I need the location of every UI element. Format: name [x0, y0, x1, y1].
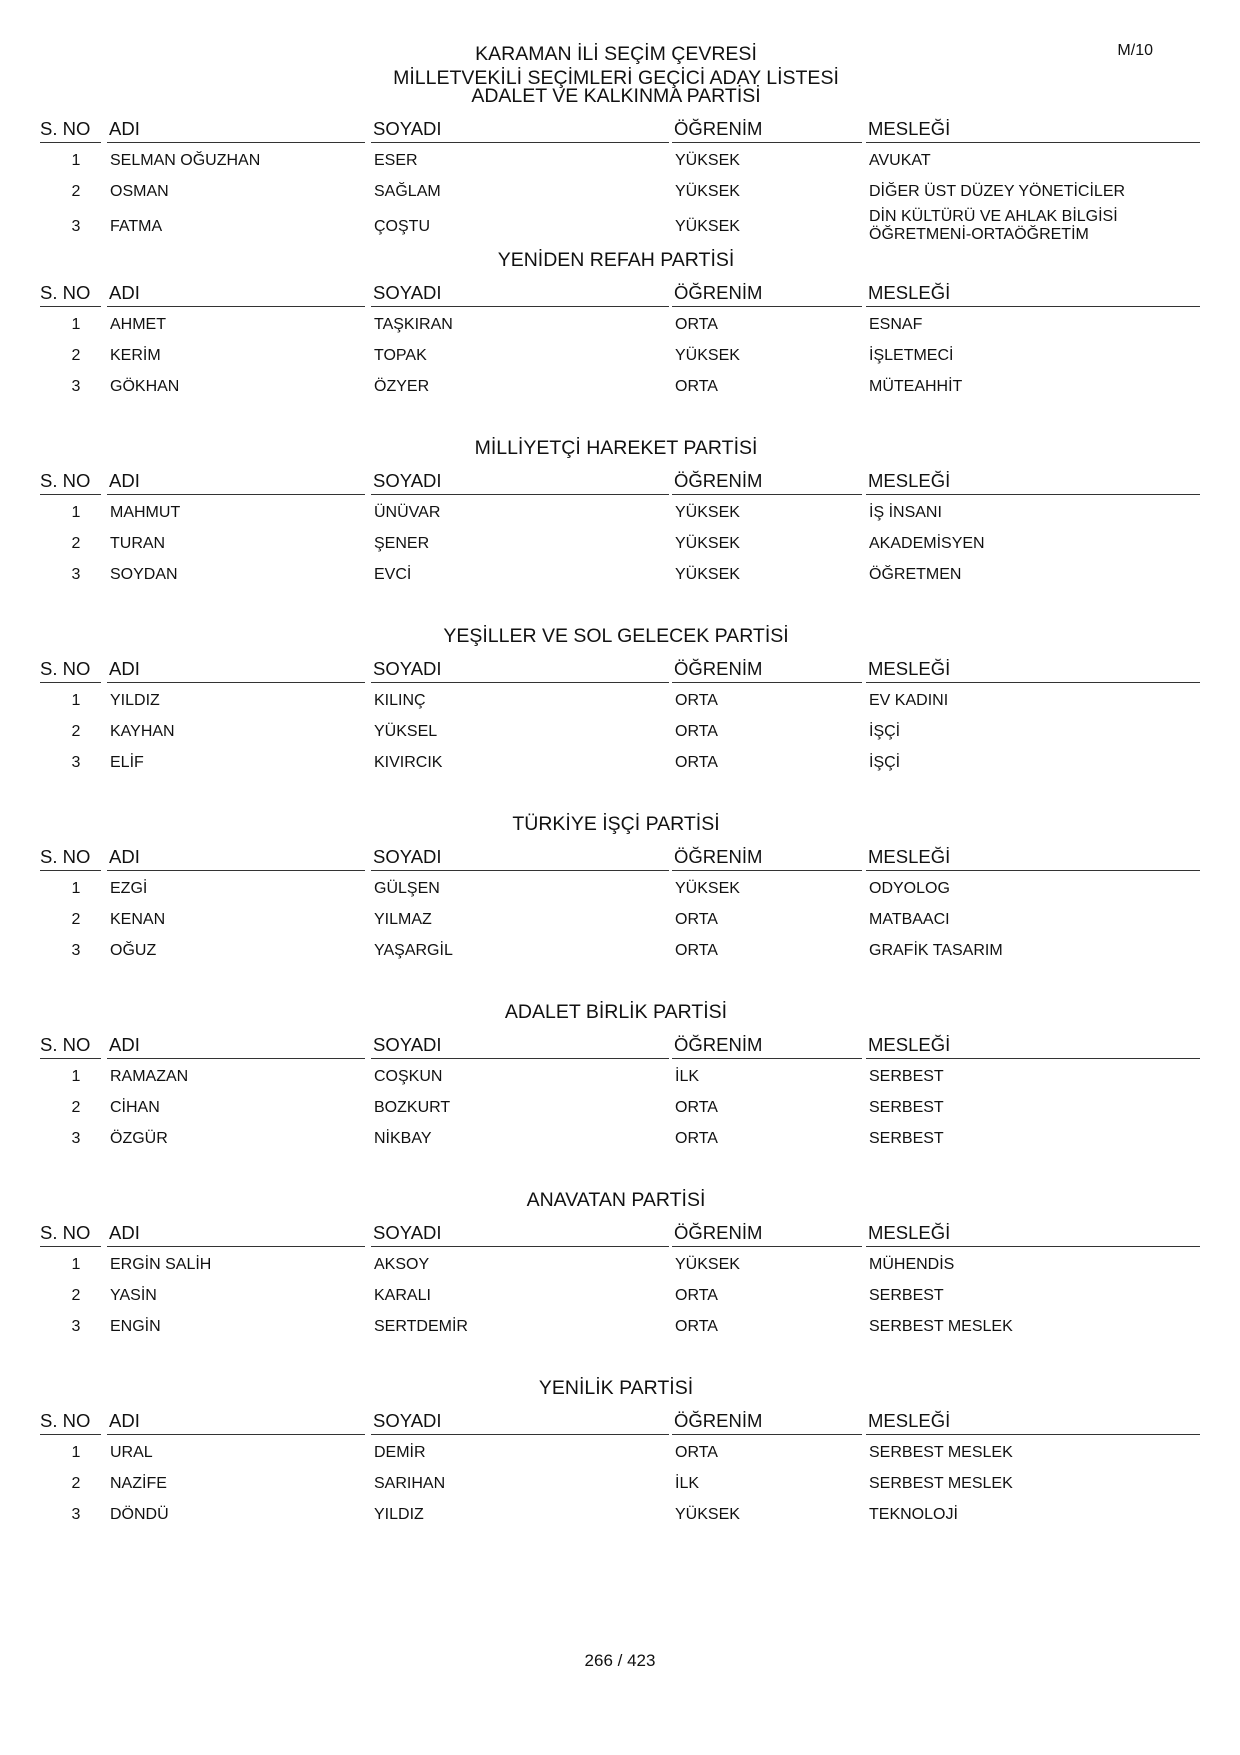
table-row [0, 748, 1240, 779]
party-section [0, 624, 1240, 812]
header-adi: ADI [107, 118, 365, 143]
cell-soyadi: YAŞARGİL [374, 942, 453, 959]
header-ogrenim: ÖĞRENİM [672, 1410, 862, 1435]
cell-sno: 2 [71, 723, 81, 740]
cell-meslegi: SERBEST MESLEK [869, 1475, 1013, 1492]
cell-sno: 1 [71, 1256, 81, 1273]
header-soyadi: SOYADI [371, 470, 669, 495]
cell-meslegi: AKADEMİSYEN [869, 535, 985, 552]
cell-adi: KERİM [110, 347, 161, 364]
cell-soyadi: SARIHAN [374, 1475, 446, 1492]
table-row [0, 341, 1240, 372]
cell-sno: 1 [71, 504, 81, 521]
header-soyadi: SOYADI [371, 1222, 669, 1247]
cell-soyadi: TAŞKIRAN [374, 316, 453, 333]
table-header [0, 1400, 1240, 1438]
cell-soyadi: YÜKSEL [374, 723, 438, 740]
header-soyadi: SOYADI [371, 1410, 669, 1435]
table-row [0, 1469, 1240, 1500]
cell-ogrenim: ORTA [675, 1444, 718, 1461]
cell-adi: OSMAN [110, 183, 169, 200]
table-row [0, 1093, 1240, 1124]
cell-meslegi: DİN KÜLTÜRÜ VE AHLAK BİLGİSİ ÖĞRETMENİ-ORTAÖĞRETİM [869, 208, 1118, 243]
table-row [0, 560, 1240, 591]
cell-adi: MAHMUT [110, 504, 181, 521]
table-row [0, 310, 1240, 341]
cell-ogrenim: YÜKSEK [675, 1256, 740, 1273]
header-sno: S. NO [40, 282, 101, 307]
table-row [0, 686, 1240, 717]
party-section [0, 1376, 1240, 1564]
table-row [0, 936, 1240, 967]
cell-ogrenim: YÜKSEK [675, 183, 740, 200]
cell-soyadi: YILDIZ [374, 1506, 424, 1523]
cell-meslegi: İŞLETMECİ [869, 347, 954, 364]
header-sno: S. NO [40, 658, 101, 683]
cell-meslegi: ODYOLOG [869, 880, 950, 897]
header-ogrenim: ÖĞRENİM [672, 1222, 862, 1247]
party-section [0, 248, 1240, 436]
cell-meslegi: ÖĞRETMEN [869, 566, 962, 583]
header-adi: ADI [107, 846, 365, 871]
header-adi: ADI [107, 1410, 365, 1435]
cell-sno: 3 [71, 1130, 81, 1147]
party-name: TÜRKİYE İŞÇİ PARTİSİ [512, 813, 720, 835]
cell-ogrenim: İLK [675, 1475, 700, 1492]
cell-soyadi: KARALI [374, 1287, 431, 1304]
header-meslegi: MESLEĞİ [866, 658, 1200, 683]
party-name: YENİLİK PARTİSİ [538, 1377, 694, 1399]
header-soyadi: SOYADI [371, 1034, 669, 1059]
cell-meslegi: ESNAF [869, 316, 923, 333]
cell-sno: 3 [71, 1506, 81, 1523]
page-number: 266 / 423 [584, 1651, 656, 1670]
header-meslegi: MESLEĞİ [866, 1410, 1200, 1435]
table-row [0, 1438, 1240, 1469]
cell-ogrenim: YÜKSEK [675, 1506, 740, 1523]
cell-adi: FATMA [110, 218, 163, 235]
cell-ogrenim: YÜKSEK [675, 218, 740, 235]
table-row [0, 1500, 1240, 1531]
cell-soyadi: SAĞLAM [374, 183, 441, 200]
table-row [0, 1062, 1240, 1093]
cell-adi: SOYDAN [110, 566, 178, 583]
cell-soyadi: TOPAK [374, 347, 427, 364]
header-sno: S. NO [40, 846, 101, 871]
header-ogrenim: ÖĞRENİM [672, 470, 862, 495]
party-section [0, 436, 1240, 624]
header-soyadi: SOYADI [371, 282, 669, 307]
cell-soyadi: ŞENER [374, 535, 430, 552]
cell-soyadi: AKSOY [374, 1256, 430, 1273]
cell-adi: ÖZGÜR [110, 1130, 168, 1147]
table-row [0, 874, 1240, 905]
table-row [0, 177, 1240, 208]
table-row [0, 208, 1240, 246]
table-header [0, 108, 1240, 146]
party-name: ANAVATAN PARTİSİ [526, 1189, 706, 1211]
cell-adi: DÖNDÜ [110, 1506, 169, 1523]
table-row [0, 498, 1240, 529]
header-meslegi: MESLEĞİ [866, 1034, 1200, 1059]
candidate-lists [0, 85, 1240, 1564]
cell-meslegi: TEKNOLOJİ [869, 1506, 958, 1523]
cell-meslegi: MÜHENDİS [869, 1256, 955, 1273]
cell-meslegi: MÜTEAHHİT [869, 378, 963, 395]
header-adi: ADI [107, 282, 365, 307]
cell-ogrenim: ORTA [675, 911, 718, 928]
header-ogrenim: ÖĞRENİM [672, 282, 862, 307]
party-section [0, 812, 1240, 1000]
cell-soyadi: KIVIRCIK [374, 754, 443, 771]
cell-sno: 1 [71, 152, 81, 169]
cell-meslegi: GRAFİK TASARIM [869, 942, 1003, 959]
party-section [0, 1000, 1240, 1188]
cell-soyadi: KILINÇ [374, 692, 426, 709]
cell-sno: 1 [71, 1444, 81, 1461]
party-name: ADALET BİRLİK PARTİSİ [504, 1001, 728, 1023]
document-code: M/10 [1117, 42, 1153, 59]
table-row [0, 1124, 1240, 1155]
cell-ogrenim: ORTA [675, 1318, 718, 1335]
cell-sno: 2 [71, 535, 81, 552]
cell-adi: ERGİN SALİH [110, 1256, 212, 1273]
title-constituency: KARAMAN İLİ SEÇİM ÇEVRESİ [475, 43, 757, 65]
cell-ogrenim: ORTA [675, 754, 718, 771]
cell-sno: 2 [71, 1475, 81, 1492]
party-section [0, 1188, 1240, 1376]
cell-soyadi: NİKBAY [374, 1130, 432, 1147]
cell-adi: OĞUZ [110, 942, 157, 959]
document-title [0, 42, 1240, 90]
cell-sno: 1 [71, 1068, 81, 1085]
table-row [0, 1250, 1240, 1281]
header-adi: ADI [107, 658, 365, 683]
header-sno: S. NO [40, 1410, 101, 1435]
cell-sno: 2 [71, 911, 81, 928]
cell-ogrenim: ORTA [675, 942, 718, 959]
cell-adi: RAMAZAN [110, 1068, 189, 1085]
cell-sno: 2 [71, 1287, 81, 1304]
table-row [0, 529, 1240, 560]
table-header [0, 836, 1240, 874]
cell-sno: 1 [71, 316, 81, 333]
cell-ogrenim: YÜKSEK [675, 347, 740, 364]
table-header [0, 272, 1240, 310]
cell-meslegi: DİĞER ÜST DÜZEY YÖNETİCİLER [869, 183, 1126, 200]
table-row [0, 1281, 1240, 1312]
cell-adi: NAZİFE [110, 1475, 167, 1492]
header-sno: S. NO [40, 470, 101, 495]
cell-sno: 3 [71, 942, 81, 959]
cell-soyadi: ÇOŞTU [374, 218, 430, 235]
cell-sno: 2 [71, 183, 81, 200]
table-row [0, 146, 1240, 177]
header-soyadi: SOYADI [371, 658, 669, 683]
cell-ogrenim: YÜKSEK [675, 152, 740, 169]
party-name: MİLLİYETÇİ HAREKET PARTİSİ [474, 437, 758, 459]
cell-adi: CİHAN [110, 1099, 160, 1116]
cell-adi: ELİF [110, 754, 144, 771]
title-list-name: MİLLETVEKİLİ SEÇİMLERİ GEÇİCİ ADAY LİSTESİ [393, 67, 839, 89]
table-row [0, 905, 1240, 936]
header-sno: S. NO [40, 118, 101, 143]
header-adi: ADI [107, 1034, 365, 1059]
cell-meslegi: EV KADINI [869, 692, 949, 709]
cell-meslegi: SERBEST MESLEK [869, 1444, 1013, 1461]
cell-ogrenim: ORTA [675, 1287, 718, 1304]
party-name: YENİDEN REFAH PARTİSİ [497, 249, 735, 271]
table-row [0, 1312, 1240, 1343]
cell-adi: KAYHAN [110, 723, 175, 740]
table-row [0, 717, 1240, 748]
cell-soyadi: ÖZYER [374, 378, 430, 395]
cell-ogrenim: ORTA [675, 1099, 718, 1116]
cell-soyadi: SERTDEMİR [374, 1318, 468, 1335]
header-soyadi: SOYADI [371, 118, 669, 143]
cell-soyadi: ÜNÜVAR [374, 504, 441, 521]
cell-meslegi: SERBEST MESLEK [869, 1318, 1013, 1335]
cell-sno: 1 [71, 880, 81, 897]
cell-adi: EZGİ [110, 880, 148, 897]
cell-ogrenim: YÜKSEK [675, 504, 740, 521]
table-header [0, 648, 1240, 686]
cell-ogrenim: ORTA [675, 723, 718, 740]
cell-ogrenim: ORTA [675, 692, 718, 709]
cell-adi: URAL [110, 1444, 153, 1461]
cell-ogrenim: ORTA [675, 1130, 718, 1147]
cell-meslegi: SERBEST [869, 1130, 944, 1147]
cell-sno: 3 [71, 754, 81, 771]
cell-adi: KENAN [110, 911, 166, 928]
table-header [0, 1024, 1240, 1062]
header-adi: ADI [107, 470, 365, 495]
cell-sno: 2 [71, 1099, 81, 1116]
cell-adi: ENGİN [110, 1318, 161, 1335]
cell-sno: 3 [71, 218, 81, 235]
cell-adi: TURAN [110, 535, 166, 552]
cell-adi: SELMAN OĞUZHAN [110, 152, 261, 169]
header-meslegi: MESLEĞİ [866, 118, 1200, 143]
cell-meslegi: İŞÇİ [869, 723, 901, 740]
cell-ogrenim: YÜKSEK [675, 535, 740, 552]
header-ogrenim: ÖĞRENİM [672, 118, 862, 143]
cell-sno: 3 [71, 566, 81, 583]
cell-sno: 3 [71, 378, 81, 395]
cell-meslegi: İŞ İNSANI [869, 504, 942, 521]
header-meslegi: MESLEĞİ [866, 470, 1200, 495]
cell-meslegi: AVUKAT [869, 152, 931, 169]
cell-ogrenim: YÜKSEK [675, 566, 740, 583]
cell-soyadi: ESER [374, 152, 418, 169]
cell-ogrenim: ORTA [675, 316, 718, 333]
cell-ogrenim: ORTA [675, 378, 718, 395]
cell-meslegi: İŞÇİ [869, 754, 901, 771]
cell-ogrenim: İLK [675, 1068, 700, 1085]
cell-meslegi: MATBAACI [869, 911, 950, 928]
cell-meslegi: SERBEST [869, 1287, 944, 1304]
cell-soyadi: YILMAZ [374, 911, 432, 928]
table-header [0, 1212, 1240, 1250]
header-ogrenim: ÖĞRENİM [672, 1034, 862, 1059]
cell-adi: YILDIZ [110, 692, 160, 709]
party-section [0, 84, 1240, 248]
header-ogrenim: ÖĞRENİM [672, 658, 862, 683]
cell-adi: YASİN [110, 1287, 157, 1304]
table-header [0, 460, 1240, 498]
cell-ogrenim: YÜKSEK [675, 880, 740, 897]
cell-sno: 1 [71, 692, 81, 709]
cell-soyadi: GÜLŞEN [374, 880, 440, 897]
cell-soyadi: BOZKURT [374, 1099, 451, 1116]
table-row [0, 372, 1240, 403]
cell-adi: GÖKHAN [110, 378, 180, 395]
party-name: ADALET VE KALKINMA PARTİSİ [471, 85, 761, 107]
party-name: YEŞİLLER VE SOL GELECEK PARTİSİ [443, 625, 789, 647]
header-meslegi: MESLEĞİ [866, 1222, 1200, 1247]
header-adi: ADI [107, 1222, 365, 1247]
cell-soyadi: EVCİ [374, 566, 412, 583]
header-meslegi: MESLEĞİ [866, 846, 1200, 871]
header-meslegi: MESLEĞİ [866, 282, 1200, 307]
cell-sno: 2 [71, 347, 81, 364]
header-sno: S. NO [40, 1222, 101, 1247]
cell-adi: AHMET [110, 316, 166, 333]
cell-soyadi: COŞKUN [374, 1068, 443, 1085]
header-soyadi: SOYADI [371, 846, 669, 871]
cell-soyadi: DEMİR [374, 1444, 426, 1461]
cell-meslegi: SERBEST [869, 1099, 944, 1116]
cell-sno: 3 [71, 1318, 81, 1335]
header-ogrenim: ÖĞRENİM [672, 846, 862, 871]
cell-meslegi: SERBEST [869, 1068, 944, 1085]
header-sno: S. NO [40, 1034, 101, 1059]
